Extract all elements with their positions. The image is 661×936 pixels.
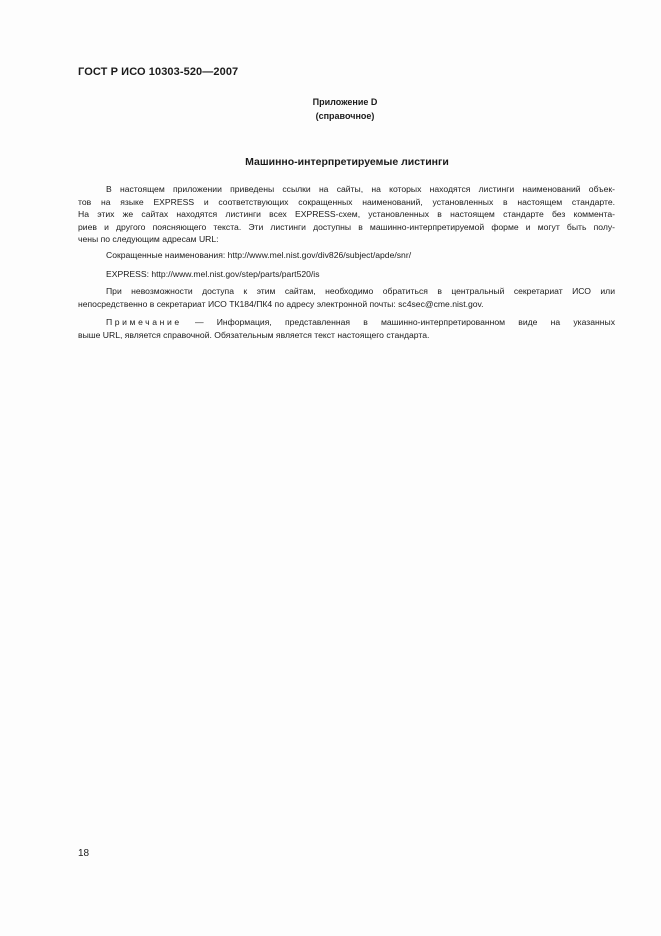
note-block (78, 316, 615, 341)
paragraph-line: При невозможности доступа к этим сайтам, необходимо обратиться в центральный секретариат ИСО или (106, 286, 615, 296)
appendix-title: Приложение D (312, 97, 378, 107)
paragraph-line: В настоящем приложении приведены ссылки на сайты, на которых находятся листинги наименований объек- (106, 184, 615, 194)
appendix-kind: (справочное) (315, 111, 375, 121)
paragraph-line: непосредственно в секретариат ИСО ТК184/ПК4 по адресу электронной почты: sc4sec@cme.nist.gov. (78, 298, 484, 309)
express-url-text: EXPRESS: http://www.mel.nist.gov/step/parts/part520/is (106, 269, 320, 279)
note-text: — Информация, представленная в машинно-интерпретированном виде на указанных (181, 317, 615, 327)
note-label: Примечание (106, 317, 182, 327)
standard-id-header: ГОСТ Р ИСО 10303-520—2007 (78, 66, 239, 78)
note-line (78, 316, 615, 329)
page-number: 18 (78, 848, 90, 859)
short-names-url-text: Сокращенные наименования: http://www.mel.nist.gov/div826/subject/apde/snr/ (106, 250, 412, 260)
paragraph-line: На этих же сайтах находятся листинги всех EXPRESS-схем, установленных в настоящем стандарте без коммента- (78, 209, 615, 220)
section-title: Машинно-интерпретируемые листинги (245, 156, 449, 168)
paragraph-line: чены по следующим адресам URL: (78, 234, 219, 245)
paragraph-line: риев и другого поясняющего текста. Эти листинги доступны в машинно-интерпретируемой форме и могут быть полу- (78, 221, 615, 232)
paragraph-short-names-url (78, 249, 615, 262)
paragraph-contact (78, 285, 615, 310)
paragraph-intro (78, 183, 615, 246)
paragraph-express-url (78, 268, 615, 281)
note-line: выше URL, является справочной. Обязательным является текст настоящего стандарта. (78, 329, 430, 340)
paragraph-line: тов на языке EXPRESS и соответствующих сокращенных наименований, установленных в настоящем стандарте. (78, 196, 615, 207)
